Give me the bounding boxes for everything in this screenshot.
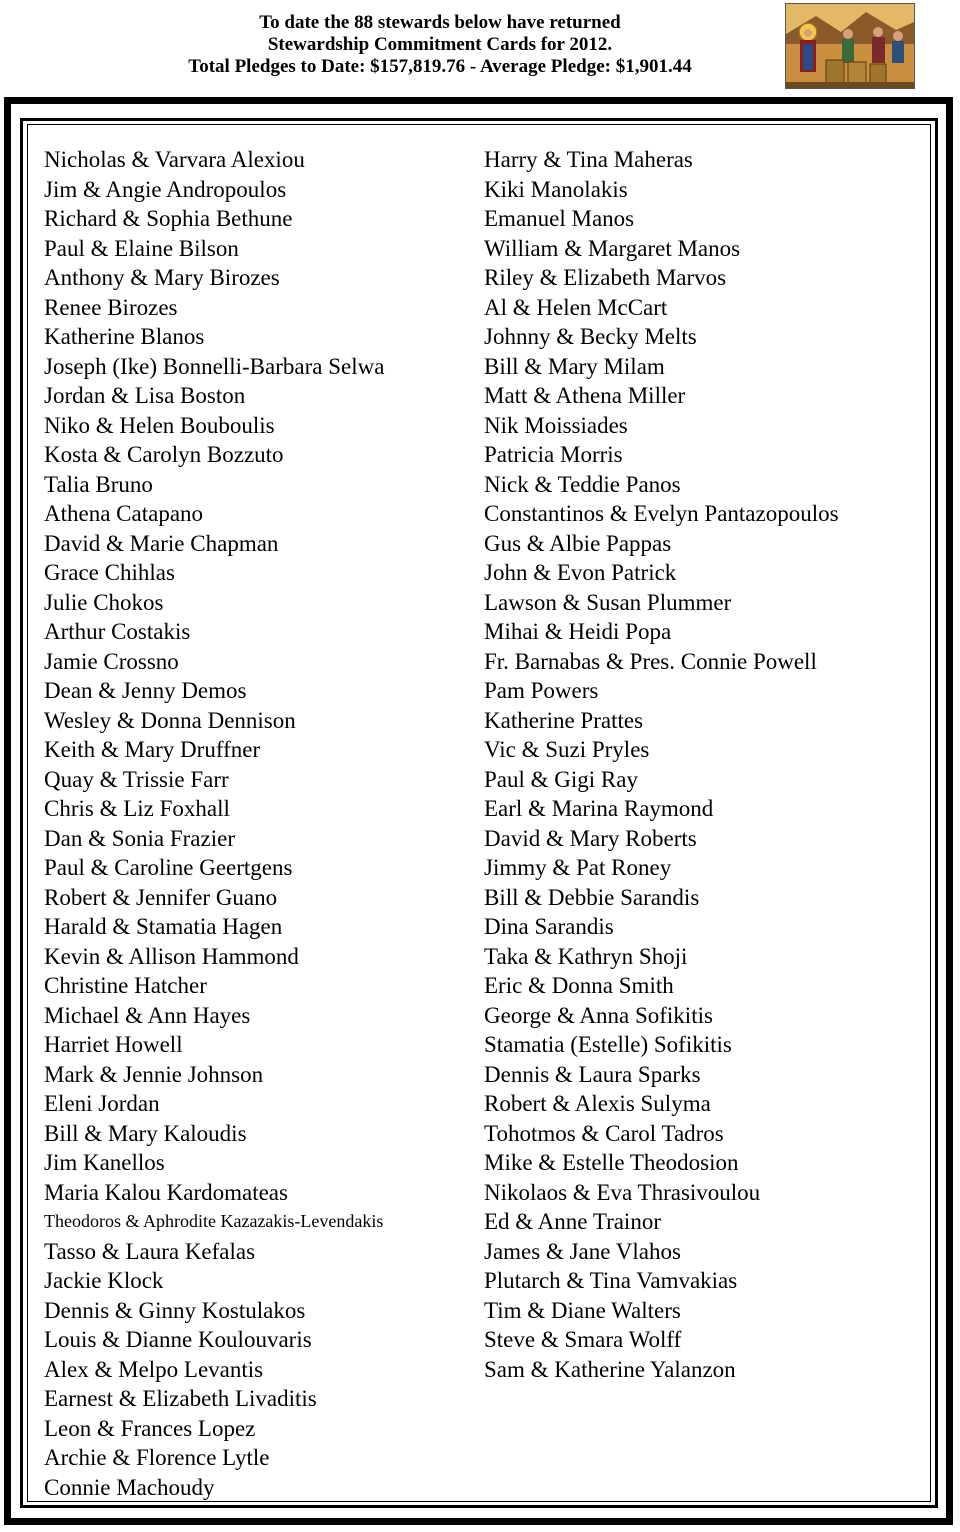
religious-icon	[785, 3, 915, 89]
steward-name: Lawson & Susan Plummer	[484, 589, 732, 615]
steward-name: Pam Powers	[484, 678, 599, 703]
header-line-1: To date the 88 stewards below have returned	[259, 12, 621, 33]
steward-name: Matt & Athena Miller	[484, 383, 686, 408]
steward-name: Al & Helen McCart	[484, 294, 668, 320]
steward-name: Tasso & Laura Kefalas	[44, 1238, 256, 1264]
steward-name: William & Margaret Manos	[484, 235, 741, 261]
steward-name: Paul & Gigi Ray	[484, 766, 638, 792]
steward-name: Dennis & Laura Sparks	[484, 1061, 701, 1087]
steward-name: Joseph (Ike) Bonnelli-Barbara Selwa	[44, 353, 385, 379]
steward-name: James & Jane Vlahos	[484, 1238, 681, 1264]
steward-name: Athena Catapano	[44, 501, 204, 526]
steward-name: Kosta & Carolyn Bozzuto	[44, 442, 284, 467]
steward-name: Jim Kanellos	[44, 1150, 165, 1175]
steward-name: Christine Hatcher	[44, 973, 207, 998]
steward-name: Wesley & Donna Dennison	[44, 707, 296, 733]
steward-name: Nikolaos & Eva Thrasivoulou	[484, 1179, 761, 1205]
steward-name: Jim & Angie Andropoulos	[44, 176, 287, 202]
steward-name: Mihai & Heidi Popa	[484, 619, 672, 644]
steward-name: Maria Kalou Kardomateas	[44, 1179, 288, 1205]
steward-name: Katherine Blanos	[44, 324, 205, 349]
steward-name: Archie & Florence Lytle	[44, 1445, 270, 1470]
steward-name: John & Evon Patrick	[484, 560, 677, 585]
steward-name: Harald & Stamatia Hagen	[44, 914, 283, 939]
steward-name: Harriet Howell	[44, 1032, 183, 1057]
steward-name: Eleni Jordan	[44, 1091, 160, 1116]
steward-name: David & Marie Chapman	[44, 530, 279, 556]
steward-name: Katherine Prattes	[484, 707, 644, 733]
steward-name: Richard & Sophia Bethune	[44, 206, 293, 231]
steward-name: Earnest & Elizabeth Livaditis	[44, 1386, 317, 1411]
steward-name: Harry & Tina Maheras	[484, 147, 693, 172]
header-line-3: Total Pledges to Date: $157,819.76 - Average Pledge: $1,901.44	[188, 56, 692, 77]
steward-name: Leon & Frances Lopez	[44, 1415, 256, 1441]
steward-name: Kiki Manolakis	[484, 176, 628, 202]
steward-name: Sam & Katherine Yalanzon	[484, 1356, 736, 1382]
steward-name: Dennis & Ginny Kostulakos	[44, 1297, 306, 1323]
steward-name: Steve & Smara Wolff	[484, 1327, 682, 1352]
steward-name: Louis & Dianne Koulouvaris	[44, 1327, 312, 1352]
steward-name: Dan & Sonia Frazier	[44, 825, 235, 851]
steward-name: Arthur Costakis	[44, 619, 191, 644]
steward-name: Michael & Ann Hayes	[44, 1002, 251, 1028]
steward-name: Gus & Albie Pappas	[484, 530, 672, 556]
steward-name: Nik Moissiades	[484, 412, 628, 438]
steward-name: Mike & Estelle Theodosion	[484, 1150, 739, 1175]
steward-name: Tim & Diane Walters	[484, 1297, 681, 1323]
steward-name: Dean & Jenny Demos	[44, 678, 247, 703]
steward-name: Keith & Mary Druffner	[44, 737, 261, 762]
steward-name: George & Anna Sofikitis	[484, 1002, 713, 1028]
steward-name: Riley & Elizabeth Marvos	[484, 265, 727, 290]
steward-name: Patricia Morris	[484, 442, 623, 467]
names-left-column	[44, 145, 474, 1502]
steward-name: Eric & Donna Smith	[484, 973, 674, 998]
steward-name: Nick & Teddie Panos	[484, 471, 681, 497]
steward-name: Fr. Barnabas & Pres. Connie Powell	[484, 648, 817, 674]
steward-name: Niko & Helen Bouboulis	[44, 412, 275, 438]
page-header	[130, 12, 750, 78]
steward-name: Taka & Kathryn Shoji	[484, 943, 688, 969]
steward-name: Jackie Klock	[44, 1268, 164, 1293]
steward-name: Connie Machoudy	[44, 1474, 215, 1500]
steward-name: Paul & Elaine Bilson	[44, 235, 239, 261]
steward-name: Kevin & Allison Hammond	[44, 943, 299, 969]
steward-name: Renee Birozes	[44, 294, 178, 320]
steward-name: Quay & Trissie Farr	[44, 766, 229, 792]
steward-name: Alex & Melpo Levantis	[44, 1356, 264, 1382]
steward-name: Paul & Caroline Geertgens	[44, 855, 293, 880]
steward-name: Earl & Marina Raymond	[484, 796, 714, 821]
steward-name: Jordan & Lisa Boston	[44, 383, 246, 408]
steward-name: Ed & Anne Trainor	[484, 1209, 661, 1234]
steward-name: Bill & Mary Milam	[484, 353, 665, 379]
steward-name: Mark & Jennie Johnson	[44, 1061, 264, 1087]
steward-name: Chris & Liz Foxhall	[44, 796, 230, 821]
steward-name: Bill & Mary Kaloudis	[44, 1120, 247, 1146]
steward-name: Theodoros & Aphrodite Kazazakis-Levendakis	[44, 1211, 384, 1231]
steward-name: Johnny & Becky Melts	[484, 324, 697, 349]
steward-name: Vic & Suzi Pryles	[484, 737, 650, 762]
steward-name: Nicholas & Varvara Alexiou	[44, 147, 305, 172]
steward-name: Jimmy & Pat Roney	[484, 855, 672, 880]
steward-name: Robert & Jennifer Guano	[44, 884, 278, 910]
steward-name: Plutarch & Tina Vamvakias	[484, 1268, 738, 1293]
religious-icon-painting	[786, 4, 914, 88]
steward-name: Bill & Debbie Sarandis	[484, 884, 700, 910]
steward-name: Talia Bruno	[44, 471, 153, 497]
steward-name: Tohotmos & Carol Tadros	[484, 1120, 724, 1146]
steward-name: Emanuel Manos	[484, 206, 635, 231]
steward-name: Stamatia (Estelle) Sofikitis	[484, 1032, 732, 1057]
steward-name: Jamie Crossno	[44, 648, 179, 674]
steward-name: Grace Chihlas	[44, 560, 175, 585]
steward-name: Anthony & Mary Birozes	[44, 265, 280, 290]
steward-name: David & Mary Roberts	[484, 825, 697, 851]
steward-name: Dina Sarandis	[484, 914, 614, 939]
names-right-column	[484, 145, 924, 1384]
steward-name: Julie Chokos	[44, 589, 164, 615]
steward-name: Constantinos & Evelyn Pantazopoulos	[484, 501, 839, 526]
steward-name: Robert & Alexis Sulyma	[484, 1091, 711, 1116]
header-line-2: Stewardship Commitment Cards for 2012.	[267, 34, 613, 55]
